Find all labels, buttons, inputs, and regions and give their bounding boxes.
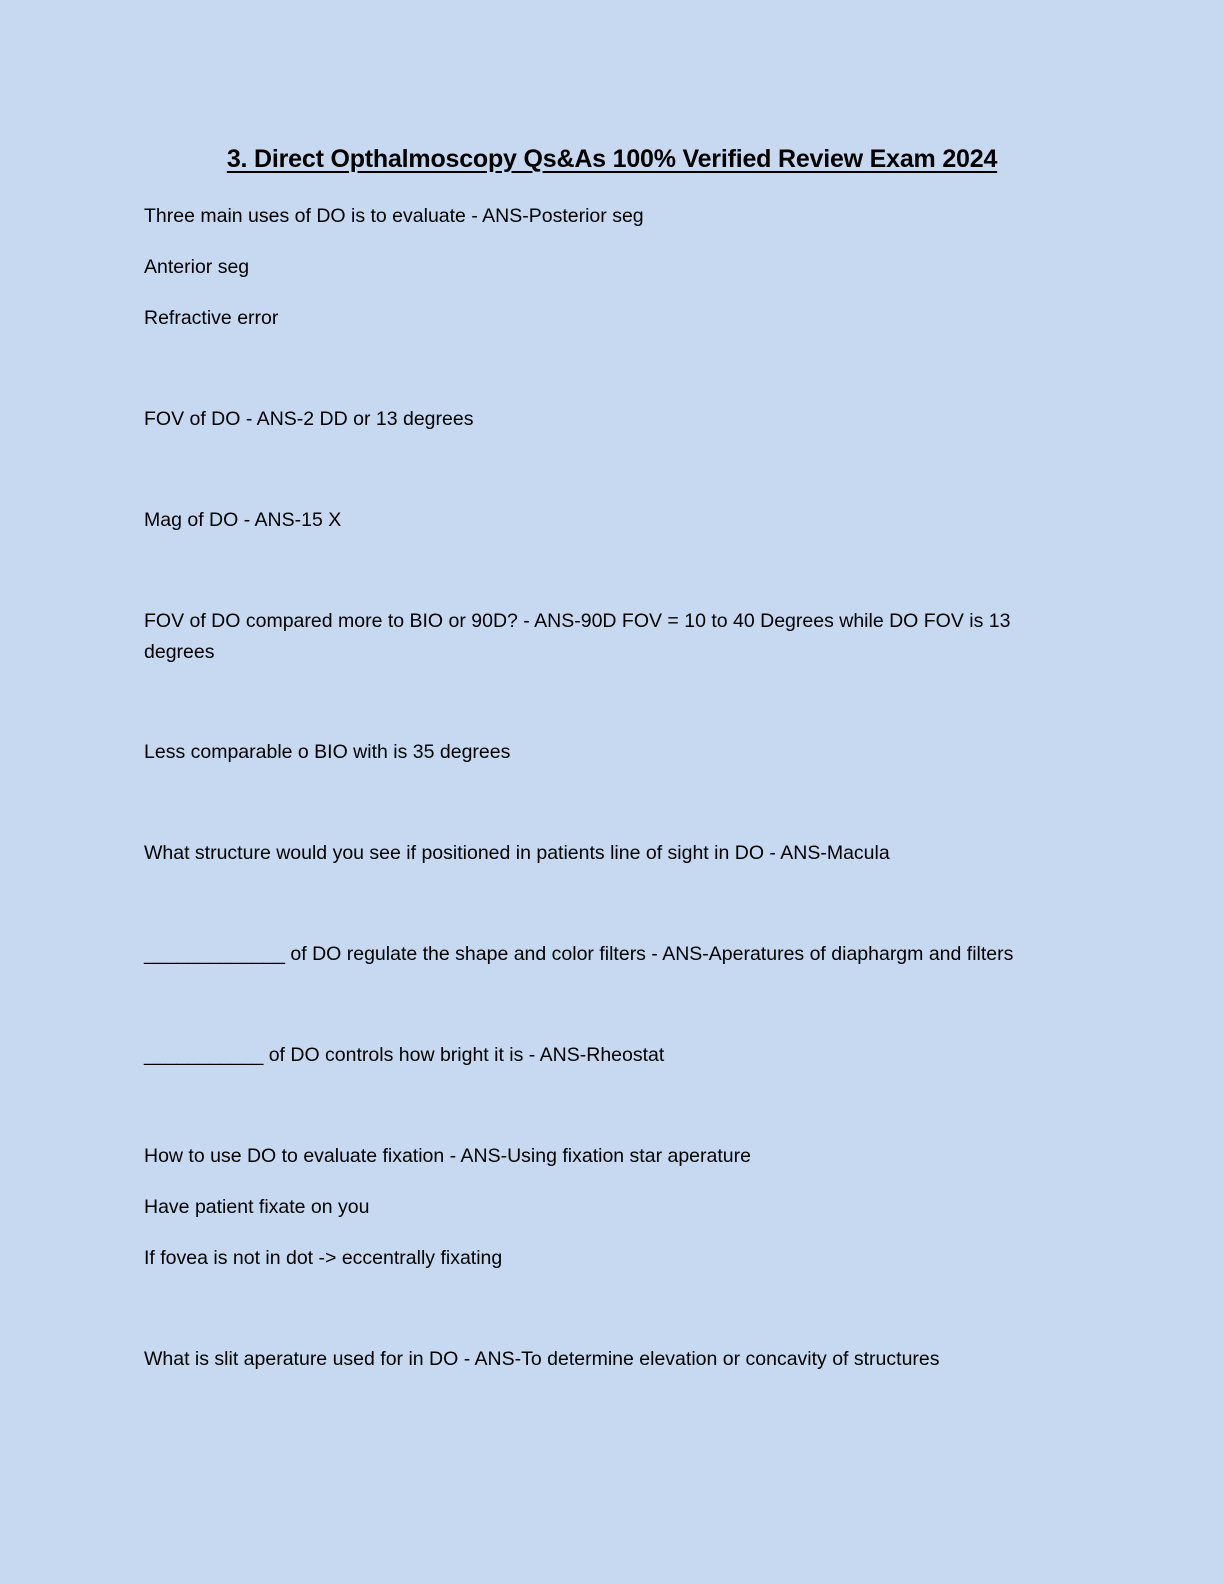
document-title: 3. Direct Opthalmoscopy Qs&As 100% Verified Review Exam 2024 [226, 145, 998, 173]
qa-question-mag: Mag of DO - ANS-15 X [144, 509, 342, 531]
qa-question-fixation: How to use DO to evaluate fixation - ANS-Using fixation star aperature [144, 1145, 751, 1167]
qa-answer-line-refractive: Refractive error [144, 307, 279, 329]
qa-question-fov-compare: FOV of DO compared more to BIO or 90D? - ANS-90D FOV = 10 to 40 Degrees while DO FOV is 13 degrees [144, 610, 1011, 663]
qa-answer-line-fixate: Have patient fixate on you [144, 1196, 370, 1218]
qa-question-fov: FOV of DO - ANS-2 DD or 13 degrees [144, 408, 474, 430]
qa-question-slit: What is slit aperature used for in DO - ANS-To determine elevation or concavity of structures [144, 1348, 940, 1370]
qa-question-uses: Three main uses of DO is to evaluate - ANS-Posterior seg [144, 205, 644, 227]
qa-answer-line-fovea: If fovea is not in dot -> eccentrally fixating [144, 1247, 503, 1269]
qa-question-aperatures: _____________ of DO regulate the shape and color filters - ANS-Aperatures of diaphargm and filters [144, 943, 1014, 965]
qa-question-structure: What structure would you see if positioned in patients line of sight in DO - ANS-Macula [144, 842, 890, 864]
qa-answer-line-anterior: Anterior seg [144, 256, 250, 278]
qa-note-bio: Less comparable o BIO with is 35 degrees [144, 741, 511, 763]
qa-question-rheostat: ___________ of DO controls how bright it is - ANS-Rheostat [144, 1044, 665, 1066]
